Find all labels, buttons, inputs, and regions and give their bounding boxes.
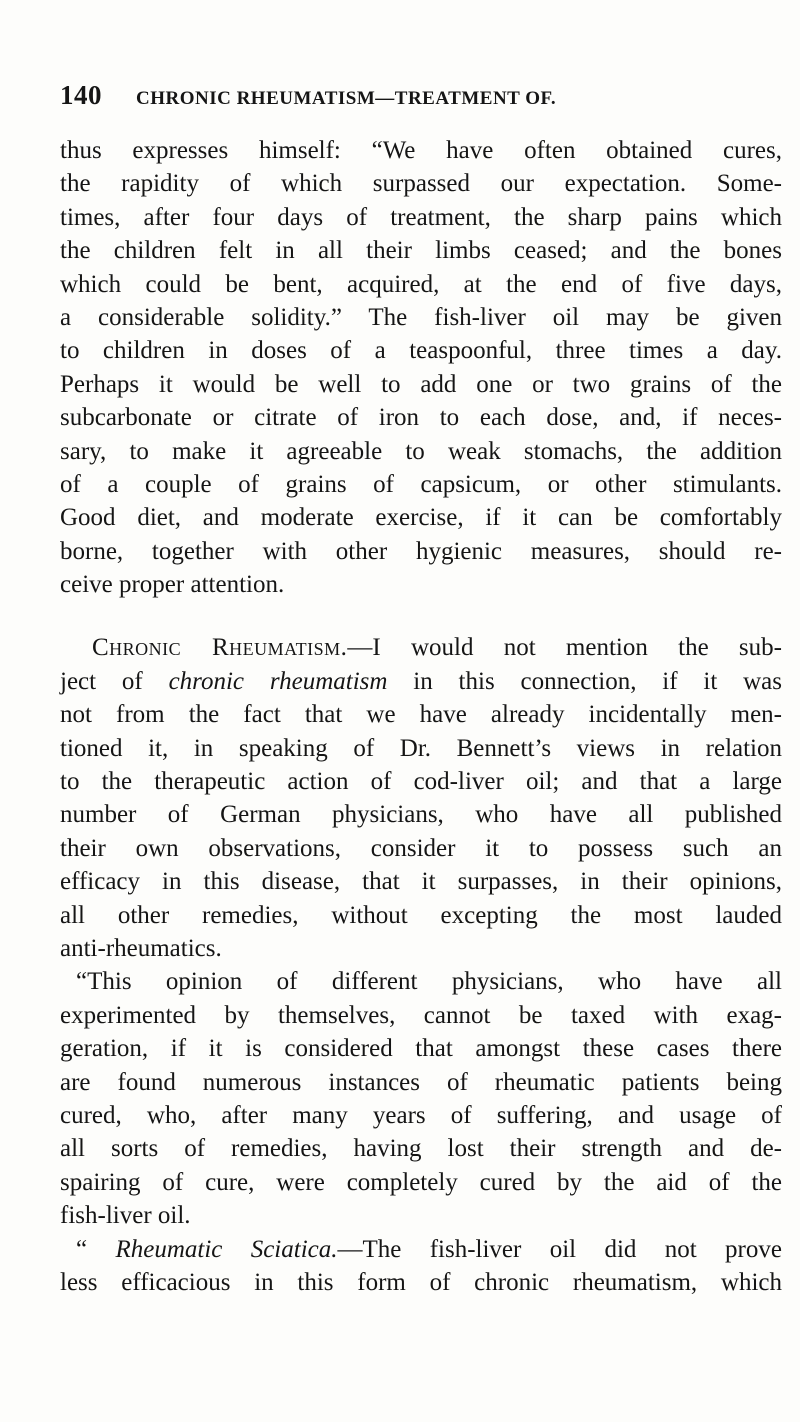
text-line: anti-rheumatics.	[60, 934, 222, 962]
text-line: less efficacious in this form of chronic rheumatism, which	[60, 1268, 782, 1296]
text-line	[60, 665, 782, 698]
text-line: geration, if it is considered that amongst these cases there	[60, 1035, 782, 1063]
text-line: subcarbonate or citrate of iron to each dose, and, if neces-	[60, 404, 782, 432]
text-line: times, after four days of treatment, the sharp pains which	[60, 203, 782, 231]
text-line: fish-liver oil.	[60, 1202, 191, 1230]
running-head	[60, 80, 780, 110]
text-run: in this connection, if it was	[387, 667, 782, 695]
italic-term: chronic rheumatism	[168, 667, 388, 695]
text-line: thus expresses himself: “We have often obtained cures,	[60, 137, 782, 164]
paragraph-spacer	[60, 601, 782, 631]
text-line: number of German physicians, who have all published	[60, 801, 782, 829]
text-line: “This opinion of different physicians, who have all	[76, 968, 782, 996]
section-heading: Chronic Rheumatism.	[92, 634, 348, 662]
text-line: the children felt in all their limbs ceased; and the bones	[60, 237, 782, 265]
text-line: spairing of cure, were completely cured by the aid of the	[60, 1168, 782, 1196]
text-line: to the therapeutic action of cod-liver oil; and that a large	[60, 768, 782, 796]
text-run: ject of	[60, 667, 169, 695]
text-line: are found numerous instances of rheumatic patients being	[60, 1068, 782, 1096]
text-line: to children in doses of a teaspoonful, three times a day.	[60, 337, 782, 365]
text-line: all sorts of remedies, having lost their strength and de-	[60, 1135, 782, 1163]
text-line-with-heading	[60, 631, 782, 664]
text-line: which could be bent, acquired, at the end of five days,	[60, 270, 782, 298]
text-run: —I would not mention the sub-	[347, 634, 782, 662]
running-title: CHRONIC RHEUMATISM—TREATMENT OF.	[136, 88, 557, 109]
text-line: ceive proper attention.	[60, 571, 285, 599]
section-heading-italic: Rheumatic Sciatica.	[115, 1235, 338, 1263]
text-line: Good diet, and moderate exercise, if it can be comfortably	[60, 504, 782, 532]
text-line-with-heading	[60, 1233, 782, 1266]
text-run: —The fish-liver oil did not prove	[337, 1235, 782, 1263]
text-line: all other remedies, without excepting the most lauded	[60, 901, 782, 929]
paragraph-2	[60, 631, 782, 965]
paragraph-4	[60, 1233, 782, 1300]
paragraph-3	[60, 965, 782, 1232]
text-line: experimented by themselves, cannot be taxed with exag-	[60, 1001, 782, 1029]
paragraph-1	[60, 134, 782, 601]
text-line: not from the fact that we have already incidentally men-	[60, 701, 782, 729]
text-line: borne, together with other hygienic measures, should re-	[60, 537, 782, 565]
text-line: their own observations, consider it to possess such an	[60, 834, 782, 862]
text-line: efficacy in this disease, that it surpasses, in their opinions,	[60, 868, 782, 896]
text-line: tioned it, in speaking of Dr. Bennett’s views in relation	[60, 734, 782, 762]
text-line: the rapidity of which surpassed our expectation. Some-	[60, 170, 782, 198]
text-line: Perhaps it would be well to add one or two grains of the	[60, 370, 782, 398]
text-line: a considerable solidity.” The fish-liver oil may be given	[60, 303, 782, 331]
text-line: cured, who, after many years of suffering, and usage of	[60, 1101, 782, 1129]
open-quote: “	[76, 1235, 116, 1263]
text-line: of a couple of grains of capsicum, or other stimulants.	[60, 470, 782, 498]
page-number: 140	[60, 80, 102, 110]
text-line: sary, to make it agreeable to weak stomachs, the addition	[60, 437, 782, 465]
body-text	[60, 134, 782, 1299]
